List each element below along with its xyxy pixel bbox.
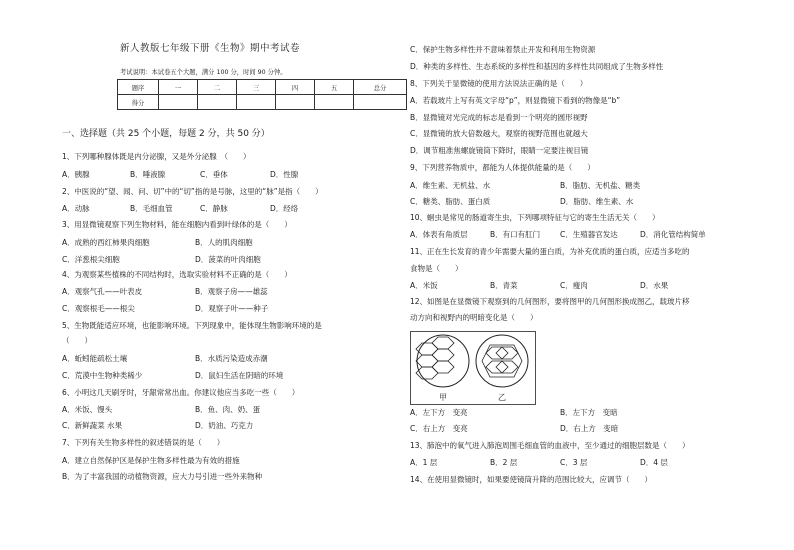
option-a: A．若载玻片上写有英文字母“p”，则显微镜下看到的物像是“b”: [410, 96, 621, 105]
question-11: 11、正在生长发育的青少年需要大量的蛋白质，为补充优质的蛋白质，应适当多吃的: [410, 247, 690, 256]
section-heading: 一、选择题（共 25 个小题，每题 2 分，共 50 分）: [62, 129, 270, 139]
option-c: C．瘦肉: [560, 281, 588, 290]
option-c: C．右上方 变亮: [410, 424, 468, 433]
option-d: D．鼠妇生活在阴暗的环境: [195, 371, 284, 380]
option-c: C．垂体: [200, 170, 228, 179]
exam-title: 新人教版七年级下册《生物》期中考试卷: [120, 43, 301, 54]
question-10: 10、蛔虫是常见的肠道寄生虫，下列哪项特征与它的寄生生活无关（ ）: [410, 213, 660, 222]
option-b: B．为了丰富我国的动植物资源，应大力号引进一些外来物种: [62, 472, 263, 481]
question-12-continued: 动方向和视野内的明暗变化是（ ）: [410, 313, 538, 322]
option-d: D．脂肪、维生素、水: [560, 197, 634, 206]
option-d: D．性腺: [270, 170, 299, 179]
option-a: A．左下方 变亮: [410, 408, 468, 417]
score-table-header-cell: 四: [276, 80, 315, 95]
option-d: D．奶油、巧克力: [195, 421, 254, 430]
question-4: 4、为观察某些植株的不同结构时，选取实验材料不正确的是（ ）: [62, 270, 292, 279]
question-5: 5、生物既能适应环境，也能影响环境。下列现象中，能体现生物影响环境的是: [62, 321, 322, 330]
option-a: A．成熟的西红柿果肉细胞: [62, 238, 150, 247]
option-a: A．1 层: [410, 458, 438, 467]
question-1: 1、下列哪种腺体既是内分泌腺，又是外分泌腺 （ ）: [62, 152, 251, 161]
question-5-parenthesis: （ ）: [62, 336, 92, 345]
score-table-header-cell: 题序: [118, 80, 159, 95]
option-b: B．青菜: [490, 281, 518, 290]
score-table-header-cell: 五: [315, 80, 354, 95]
question-14: 14、在使用显微镜时，如果要使镜筒升降的范围比较大，应调节（ ）: [410, 475, 653, 484]
option-c: C．荒漠中生物种类稀少: [62, 371, 143, 380]
question-8: 8、下列关于显微镜的使用方法说法正确的是（ ）: [410, 79, 588, 88]
question-12: 12、如图是在显微镜下观察到的几何图形，要将图甲的几何图形换成图乙，载玻片移: [410, 297, 690, 306]
option-c: C．糖类、脂肪、蛋白质: [410, 197, 491, 206]
question-2: 2、中医说的“望、闻、问、切”中的“切”指的是号脉，这里的“脉”是指（ ）: [62, 187, 323, 196]
question-13: 13、肺泡中的氧气进入肺泡周围毛细血管的血液中，至少通过的细胞层数是（ ）: [410, 441, 690, 450]
score-cell[interactable]: [198, 95, 237, 110]
question-11-continued: 食物是（ ）: [410, 264, 463, 273]
option-d: D．菠菜的叶肉细胞: [195, 255, 261, 264]
option-c: C．洋葱根尖细胞: [62, 255, 120, 264]
figure-label-a: 甲: [439, 393, 447, 402]
option-a: A．观察气孔——叶表皮: [62, 287, 143, 296]
question-6: 6、小明这几天刷牙时，牙龈常常出血。你建议他应当多吃一些（ ）: [62, 388, 300, 397]
option-b: B．左下方 变暗: [560, 408, 618, 417]
exam-instructions: 考试说明：本试卷五个大题，满分 100 分，时间 90 分钟。: [120, 69, 287, 76]
score-cell[interactable]: [276, 95, 315, 110]
score-row-label: 得分: [118, 95, 159, 110]
score-table-header-cell: 三: [237, 80, 276, 95]
option-a: A．米饭、馒头: [62, 405, 113, 414]
option-d: D．经络: [270, 204, 299, 213]
option-c: C．显微镜的放大倍数越大，观察的视野范围也就越大: [410, 129, 588, 138]
option-c: C．生殖器官发达: [560, 230, 618, 239]
option-b: B．鱼、肉、奶、蛋: [195, 405, 261, 414]
score-cell[interactable]: [159, 95, 198, 110]
option-d: D．种类的多样性、生态系统的多样性和基因的多样性共同组成了生物多样性: [410, 62, 664, 71]
option-a: A．建立自然保护区是保护生物多样性最为有效的措施: [62, 456, 240, 465]
question-9: 9、下列营养物质中，都能为人体提供能量的是（ ）: [410, 163, 595, 172]
option-b: B．毛细血管: [130, 204, 173, 213]
option-d: D．右上方 变暗: [560, 424, 619, 433]
score-table-score-row: [118, 95, 407, 110]
option-b: B．脂肪、无机盐、糖类: [560, 181, 641, 190]
score-table-header-row: [118, 80, 407, 95]
score-table: [117, 79, 407, 110]
option-a: A．体表有角质层: [410, 230, 468, 239]
option-d: D．4 层: [640, 458, 668, 467]
option-d: D．水果: [640, 281, 669, 290]
score-table-header-cell: 总分: [354, 80, 407, 95]
question-7: 7、下列有关生物多样性的叙述错误的是（ ）: [62, 438, 225, 447]
option-b: B．水质污染造成赤潮: [195, 354, 268, 363]
option-b: B．观察子房——雄蕊: [195, 287, 268, 296]
option-b: B．唾液腺: [130, 170, 166, 179]
microscope-figure: [410, 331, 536, 405]
figure-label-b: 乙: [498, 393, 506, 402]
option-c: C．3 层: [560, 458, 588, 467]
option-d: D．调节粗准焦螺旋镜筒下降时，眼睛一定要注视目镜: [410, 146, 589, 155]
score-cell[interactable]: [237, 95, 276, 110]
option-a: A．米饭: [410, 281, 438, 290]
score-table-header-cell: 二: [198, 80, 237, 95]
score-cell[interactable]: [315, 95, 354, 110]
option-a: A．动脉: [62, 204, 90, 213]
option-b: B．显微镜对光完成的标志是看到一个明亮的圆形视野: [410, 113, 588, 122]
option-b: B．有口有肛门: [490, 230, 541, 239]
option-a: A．胰腺: [62, 170, 90, 179]
option-a: A．维生素、无机盐、水: [410, 181, 491, 190]
score-table-header-cell: 一: [159, 80, 198, 95]
option-c: C．保护生物多样性并不意味着禁止开发和利用生物资源: [410, 45, 596, 54]
option-a: A．蚯蚓能疏松土壤: [62, 354, 128, 363]
score-cell[interactable]: [354, 95, 407, 110]
option-c: C．新鲜蔬菜 水果: [62, 421, 123, 430]
option-d: D．消化管结构简单: [640, 230, 706, 239]
option-b: B．人的肌肉细胞: [195, 238, 253, 247]
option-d: D．观察子叶——种子: [195, 304, 269, 313]
question-3: 3、用显微镜观察下列生物材料，能在细胞内看到叶绿体的是（ ）: [62, 220, 292, 229]
option-b: B．2 层: [490, 458, 518, 467]
option-c: C．观察根毛——根尖: [62, 304, 135, 313]
option-c: C．静脉: [200, 204, 228, 213]
